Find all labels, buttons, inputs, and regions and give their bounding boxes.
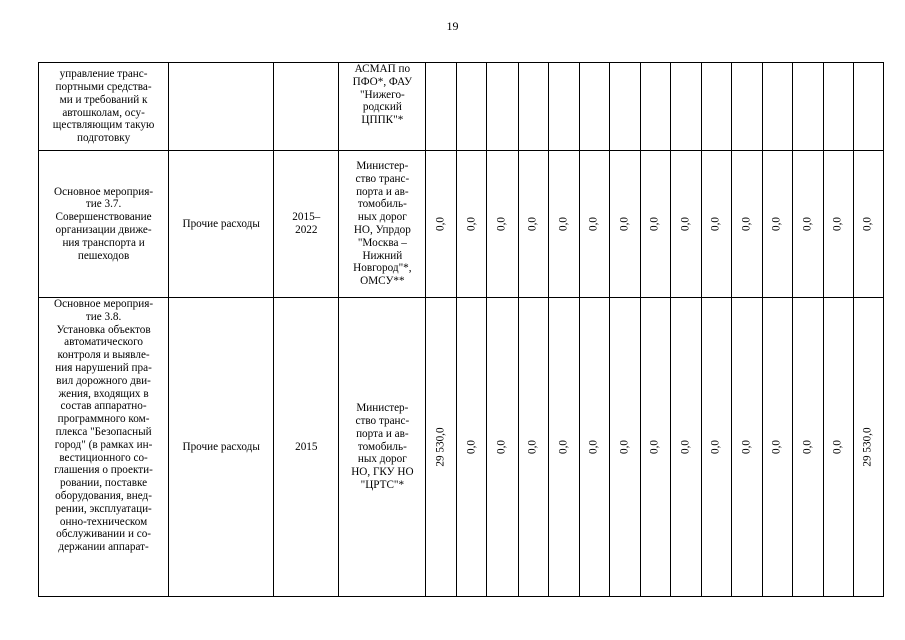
value-cell	[518, 298, 548, 597]
value-cell	[792, 298, 823, 597]
expense-type-cell: Прочие расходы	[169, 298, 274, 597]
executor-cell-line: ОМСУ**	[360, 275, 405, 288]
executor-cell-line: ных дорог	[357, 453, 407, 466]
table-row	[39, 298, 884, 597]
value-text: 0,0	[526, 217, 539, 231]
value-text: 0,0	[679, 217, 692, 231]
executor-cell-line: НО, ГКУ НО	[351, 466, 414, 479]
expense-type-cell	[169, 63, 274, 151]
executor-cell-line: Министер-	[356, 160, 409, 173]
value-cell	[518, 151, 548, 298]
activity-name-cell-line: состав аппаратно-	[60, 400, 147, 413]
value-cell	[579, 63, 609, 151]
value-text: 0,0	[557, 217, 570, 231]
value-cell	[670, 151, 701, 298]
value-text: 0,0	[648, 440, 661, 454]
value-cell	[670, 298, 701, 597]
value-cell	[762, 151, 792, 298]
value-cell	[731, 151, 762, 298]
value-cell	[609, 298, 640, 597]
value-text: 0,0	[709, 440, 722, 454]
value-text: 0,0	[648, 217, 661, 231]
value-cell	[823, 151, 853, 298]
activity-name-cell-line: тие 3.8.	[85, 310, 122, 323]
years-cell-line: 2022	[295, 224, 318, 236]
value-text: 0,0	[618, 440, 631, 454]
value-cell	[853, 298, 883, 597]
value-cell	[640, 63, 670, 151]
executor-cell	[339, 151, 426, 298]
value-cell	[426, 298, 457, 597]
value-text: 0,0	[679, 440, 692, 454]
activity-name-cell-line: онно-техническом	[59, 515, 148, 528]
value-cell	[579, 298, 609, 597]
activity-name-cell-line: плекса "Безопасный	[55, 425, 152, 438]
value-text: 0,0	[465, 440, 478, 454]
value-text: 0,0	[496, 217, 509, 231]
executor-cell-line: "ЦРТС"*	[360, 478, 405, 491]
activity-name-cell-line: рении, эксплуатаци-	[55, 502, 152, 515]
executor-cell-line: томобиль-	[357, 440, 407, 453]
value-cell	[792, 63, 823, 151]
activity-name-cell-line: ми и требований к	[59, 93, 148, 106]
executor-cell-line: "Москва –	[357, 236, 407, 249]
executor-cell-line: Министер-	[356, 402, 409, 415]
activity-name-cell-line: организации движе-	[55, 224, 152, 236]
activity-name-cell-line: пешеходов	[77, 249, 130, 262]
value-text: 29 530,0	[435, 427, 448, 467]
activity-name-cell-line: держании аппарат-	[58, 541, 149, 554]
value-cell	[518, 63, 548, 151]
value-cell	[548, 298, 579, 597]
value-cell	[701, 63, 731, 151]
value-cell	[701, 298, 731, 597]
value-cell	[487, 63, 518, 151]
executor-cell-line: ство транс-	[355, 172, 410, 185]
activity-name-cell-line: жения, входящих в	[58, 387, 149, 400]
value-cell	[426, 151, 457, 298]
value-cell	[548, 151, 579, 298]
value-text: 0,0	[770, 440, 783, 454]
executor-cell	[339, 298, 426, 597]
years-cell-line: 2015–	[292, 211, 321, 224]
value-cell	[792, 151, 823, 298]
years-cell	[274, 63, 339, 151]
activity-name-cell-line: глашения о проекти-	[54, 464, 153, 477]
executor-cell-line: НО, Упрдор	[353, 224, 411, 236]
value-text: 0,0	[801, 440, 814, 454]
value-text: 0,0	[770, 217, 783, 231]
table-row	[39, 151, 884, 298]
activity-name-cell-line: обслуживании и со-	[56, 528, 152, 541]
value-cell	[853, 63, 883, 151]
executor-cell-line: "Нижего-	[359, 88, 405, 101]
activity-name-cell-line: автоматического	[64, 336, 143, 349]
value-cell	[762, 298, 792, 597]
activity-name-cell-line: подготовку	[76, 132, 131, 145]
value-cell	[457, 63, 487, 151]
executor-cell-line: порта и ав-	[356, 427, 409, 440]
value-cell	[731, 63, 762, 151]
value-text: 0,0	[557, 440, 570, 454]
activity-name-cell-line: Совершенствование	[55, 211, 152, 224]
value-text: 0,0	[526, 440, 539, 454]
value-cell	[762, 63, 792, 151]
value-cell	[823, 298, 853, 597]
value-cell	[853, 151, 883, 298]
activity-name-cell-line: ния нарушений пра-	[55, 361, 152, 374]
value-text: 0,0	[740, 440, 753, 454]
value-text: 0,0	[709, 217, 722, 231]
value-text: 0,0	[496, 440, 509, 454]
page-number: 19	[446, 19, 459, 33]
value-text: 0,0	[801, 217, 814, 231]
value-text: 0,0	[862, 217, 875, 231]
activity-name-cell	[39, 63, 169, 151]
activity-name-cell-line: город" (в рамках ин-	[54, 438, 153, 451]
executor-cell-line: порта и ав-	[356, 185, 409, 198]
expense-type-cell: Прочие расходы	[169, 151, 274, 298]
value-text: 0,0	[465, 217, 478, 231]
executor-cell-line: Новгород"*,	[353, 262, 412, 275]
activity-name-cell-line: автошколам, осу-	[62, 106, 145, 119]
activity-name-cell-line: портными средства-	[55, 80, 152, 93]
executor-cell-line: томобиль-	[357, 198, 407, 211]
activity-name-cell-line: ния транспорта и	[62, 236, 145, 249]
value-text: 0,0	[618, 217, 631, 231]
years-cell	[274, 151, 339, 298]
value-cell	[701, 151, 731, 298]
value-cell	[609, 151, 640, 298]
executor-cell	[339, 63, 426, 151]
value-text: 29 530,0	[862, 427, 875, 467]
activity-name-cell-line: Установка объектов	[56, 323, 151, 336]
activity-name-cell-line: ществляющим такую	[52, 119, 155, 132]
value-cell	[731, 298, 762, 597]
value-cell	[670, 63, 701, 151]
value-cell	[823, 63, 853, 151]
value-cell	[579, 151, 609, 298]
table-row	[39, 63, 884, 151]
activity-name-cell-line: оборудования, внед-	[55, 489, 152, 502]
activity-name-cell	[39, 298, 169, 597]
activity-name-cell-line: управление транс-	[59, 68, 148, 81]
value-cell	[640, 151, 670, 298]
executor-cell-line: ство транс-	[355, 415, 410, 427]
activity-name-cell-line: тие 3.7.	[85, 198, 122, 211]
program-table	[38, 62, 884, 597]
activity-name-cell	[39, 151, 169, 298]
value-cell	[426, 63, 457, 151]
value-text: 0,0	[831, 440, 844, 454]
executor-cell-line: ПФО*, ФАУ	[352, 75, 413, 88]
value-text: 0,0	[740, 217, 753, 231]
activity-name-cell-line: Основное мероприя-	[54, 185, 154, 198]
value-cell	[457, 298, 487, 597]
activity-name-cell-line: ровании, поставке	[60, 477, 148, 490]
value-cell	[548, 63, 579, 151]
activity-name-cell-line: Основное мероприя-	[54, 298, 154, 310]
value-text: 0,0	[587, 217, 600, 231]
value-cell	[457, 151, 487, 298]
executor-cell-line: АСМАП по	[354, 63, 411, 75]
value-cell	[487, 151, 518, 298]
value-cell	[609, 63, 640, 151]
executor-cell-line: ных дорог	[357, 211, 407, 224]
activity-name-cell-line: контроля и выявле-	[57, 349, 150, 362]
value-text: 0,0	[587, 440, 600, 454]
activity-name-cell-line: программного ком-	[57, 413, 150, 426]
executor-cell-line: ЦППК"*	[361, 114, 404, 127]
activity-name-cell-line: вестиционного со-	[59, 451, 148, 464]
years-cell: 2015	[274, 298, 339, 597]
executor-cell-line: родский	[362, 101, 402, 114]
value-text: 0,0	[831, 217, 844, 231]
executor-cell-line: Нижний	[362, 249, 403, 262]
value-text: 0,0	[435, 217, 448, 231]
value-cell	[487, 298, 518, 597]
value-cell	[640, 298, 670, 597]
activity-name-cell-line: вил дорожного дви-	[56, 374, 151, 387]
